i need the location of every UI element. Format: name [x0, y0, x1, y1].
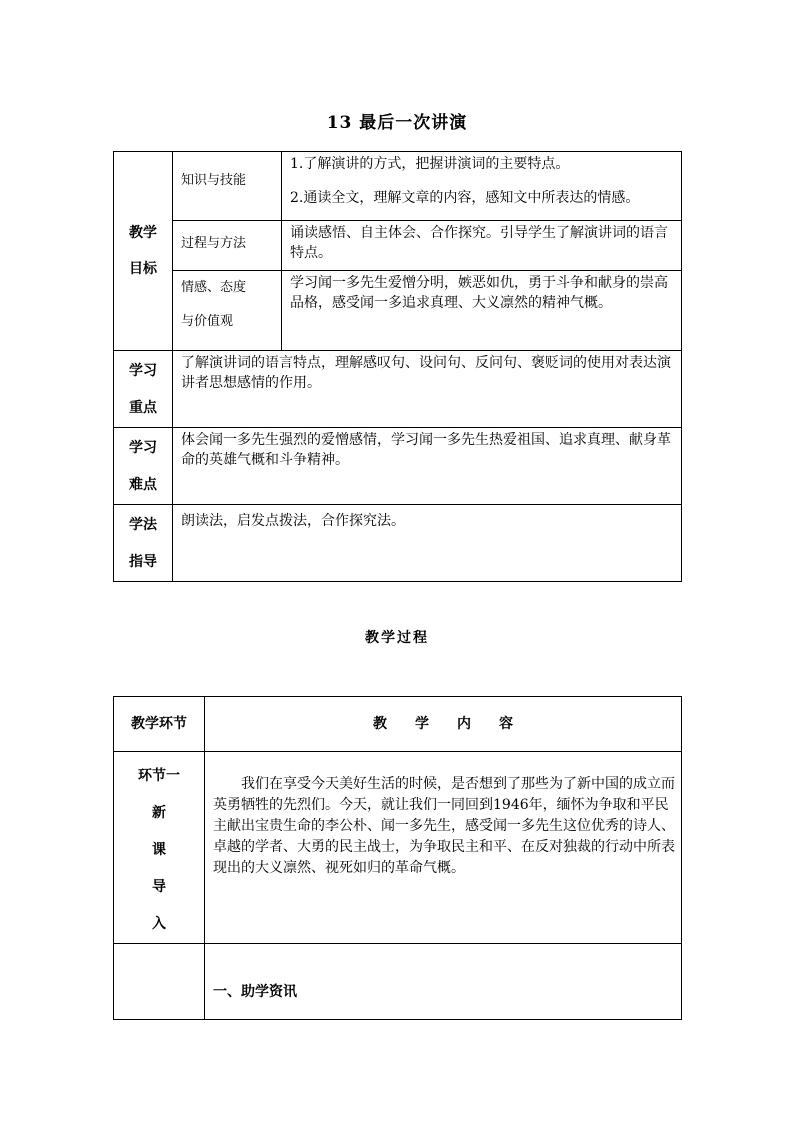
stage-column-header: 教学环节	[114, 697, 205, 752]
objectives-label-line2: 目标	[129, 261, 157, 277]
key-points-label-line1: 学习	[129, 363, 157, 379]
stage-1-label	[114, 752, 205, 944]
difficulties-label-line1: 学习	[129, 440, 157, 456]
stage-2-label	[114, 944, 205, 1020]
knowledge-item-2: 2.通读全文，理解文章的内容，感知文中所表达的情感。	[290, 190, 640, 206]
emotion-label-line2: 与价值观	[181, 314, 234, 329]
emotion-label-line1: 情感、态度	[181, 280, 247, 295]
knowledge-item-1: 1.了解演讲的方式，把握讲演词的主要特点。	[290, 156, 570, 172]
key-points-label	[114, 351, 173, 428]
objectives-label	[114, 152, 173, 351]
process-label: 过程与方法	[173, 221, 282, 271]
process-title: 教学过程	[365, 630, 429, 646]
stage-2-content: 一、助学资讯	[205, 944, 682, 1020]
page-title: 13 最后一次讲演	[326, 113, 468, 133]
process-table	[113, 696, 682, 1020]
key-points-content: 了解演讲词的语言特点，理解感叹句、设问句、反问句、褒贬词的使用对表达演讲者思想感情的作用。	[173, 351, 682, 428]
method-content: 朗读法，启发点拨法，合作探究法。	[173, 505, 682, 582]
content-column-header: 教学内容	[205, 697, 682, 752]
stage-1-line4: 导	[152, 879, 166, 895]
difficulties-label-line2: 难点	[129, 477, 157, 493]
stage-1-content: 我们在享受今天美好生活的时候，是否想到了那些为了新中国的成立而英勇牺牲的先烈们。今天，就让我们一同回到1946年，缅怀为争取和平民主献出宝贵生命的李公朴、闻一多先生，感受闻一多先生这位优秀的诗人、卓越的学者、大勇的民主战士，为争取民主和平、在反对独裁的行动中所表现出的大义凛然、视死如归的革命气概。	[205, 752, 682, 944]
emotion-label	[173, 271, 282, 351]
stage-1-line5: 入	[152, 916, 166, 932]
difficulties-content: 体会闻一多先生强烈的爱憎感情，学习闻一多先生热爱祖国、追求真理、献身革命的英雄气概和斗争精神。	[173, 428, 682, 505]
process-content: 诵读感悟、自主体会、合作探究。引导学生了解演讲词的语言特点。	[282, 221, 682, 271]
knowledge-label: 知识与技能	[173, 152, 282, 221]
method-label-line1: 学法	[129, 517, 157, 533]
stage-1-line1: 环节一	[138, 768, 180, 784]
objectives-table	[113, 151, 682, 582]
knowledge-content	[282, 152, 682, 221]
key-points-label-line2: 重点	[129, 400, 157, 416]
method-label	[114, 505, 173, 582]
emotion-content: 学习闻一多先生爱憎分明，嫉恶如仇，勇于斗争和献身的崇高品格，感受闻一多追求真理、大义凛然的精神气概。	[282, 271, 682, 351]
stage-1-line3: 课	[152, 842, 166, 858]
method-label-line2: 指导	[129, 554, 157, 570]
objectives-label-line1: 教学	[129, 225, 157, 241]
stage-1-line2: 新	[152, 805, 166, 821]
difficulties-label	[114, 428, 173, 505]
